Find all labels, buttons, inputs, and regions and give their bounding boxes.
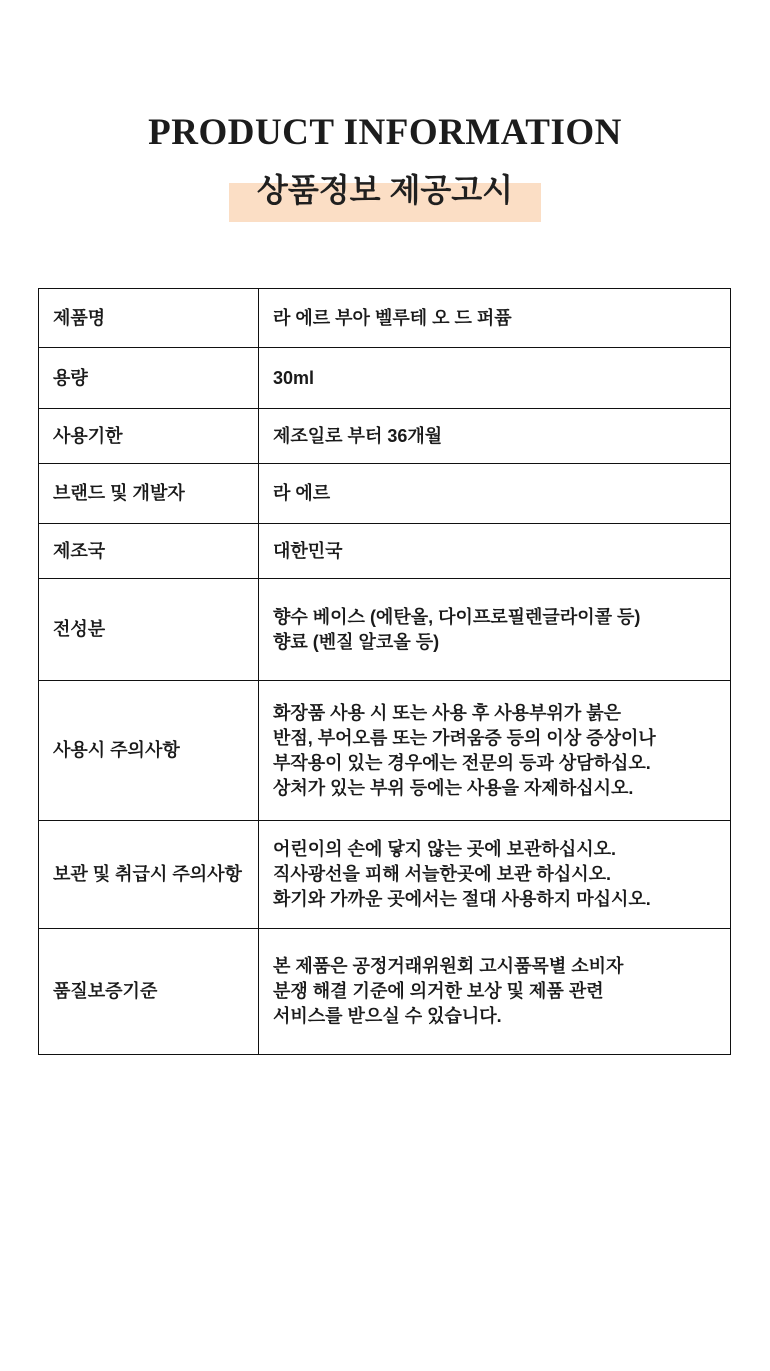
value-line: 상처가 있는 부위 등에는 사용을 자제하십시오. [273,777,634,798]
table-row-storage-caution [39,821,731,929]
row-label: 사용시 주의사항 [39,681,259,821]
value-line: 화기와 가까운 곳에서는 절대 사용하지 마십시오. [273,889,651,909]
table-row-quality-guarantee [39,929,731,1055]
row-value [259,464,731,524]
value-line: 라 에르 부아 벨루테 오 드 퍼퓸 [273,307,512,328]
row-label: 보관 및 취급시 주의사항 [39,821,259,929]
value-line: 분쟁 해결 기준에 의거한 보상 및 제품 관련 [273,981,604,1001]
value-line: 30ml [273,367,315,388]
row-value [259,579,731,681]
row-value [259,289,731,348]
row-value [259,348,731,409]
row-value [259,929,731,1055]
page-subtitle: 상품정보 제공고시 [229,170,541,210]
table-row-ingredients [39,579,731,681]
table-row-brand [39,464,731,524]
page-title: PRODUCT INFORMATION [148,112,622,153]
row-value [259,821,731,929]
row-label: 제품명 [39,289,259,348]
row-label: 제조국 [39,524,259,579]
value-line: 직사광선을 피해 서늘한곳에 보관 하십시오. [273,864,611,884]
row-value [259,524,731,579]
value-line: 화장품 사용 시 또는 사용 후 사용부위가 붉은 [273,702,621,723]
product-info-table [38,288,731,1055]
table-row-usage-caution [39,681,731,821]
value-line: 본 제품은 공정거래위원회 고시품목별 소비자 [273,956,624,976]
table-row-country [39,524,731,579]
value-line: 반점, 부어오름 또는 가려움증 등의 이상 증상이나 [273,727,656,748]
value-line: 제조일로 부터 36개월 [273,425,443,446]
row-value [259,681,731,821]
value-line: 향료 (벤질 알코올 등) [273,631,440,652]
value-line: 향수 베이스 (에탄올, 다이프로필렌글라이콜 등) [273,606,641,627]
row-value [259,409,731,464]
subtitle-row [0,170,770,210]
row-label: 사용기한 [39,409,259,464]
table-row-volume [39,348,731,409]
value-line: 어린이의 손에 닿지 않는 곳에 보관하십시오. [273,839,616,859]
row-label: 용량 [39,348,259,409]
value-line: 대한민국 [273,540,343,561]
row-label: 전성분 [39,579,259,681]
row-label: 브랜드 및 개발자 [39,464,259,524]
table-row-product-name [39,289,731,348]
value-line: 서비스를 받으실 수 있습니다. [273,1006,502,1026]
value-line: 부작용이 있는 경우에는 전문의 등과 상담하십오. [273,752,651,773]
table-row-expiry [39,409,731,464]
value-line: 라 에르 [273,483,331,503]
row-label: 품질보증기준 [39,929,259,1055]
